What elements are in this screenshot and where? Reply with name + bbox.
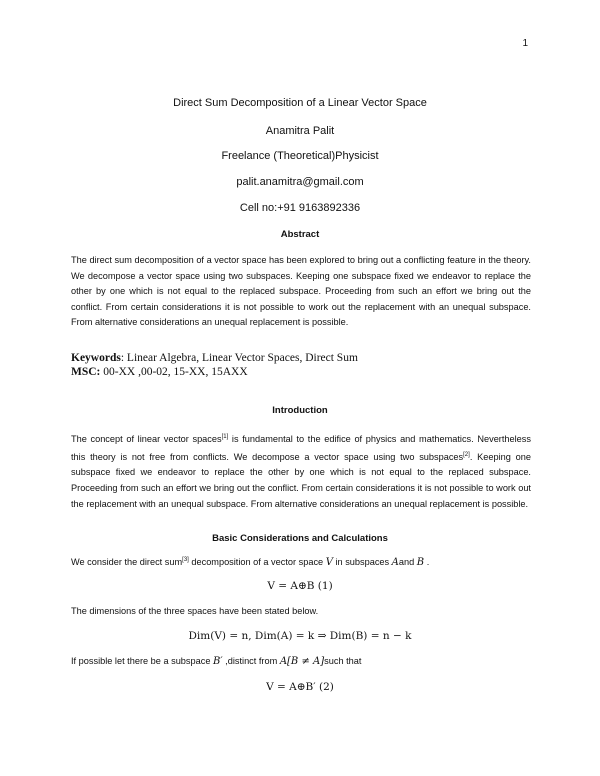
intro-part-2: is fundamental to the edifice of physics and mathematics. Nevertheless this theory is not free from conflicts. We decompose a vector space using two subspaces: [71, 434, 531, 462]
introduction-text: [71, 430, 531, 512]
math-b: B: [416, 557, 425, 569]
msc-text: 00-XX ,00-02, 15-XX, 15AXX: [100, 366, 248, 378]
line3-part-b: ,distinct from: [222, 656, 280, 666]
abstract-heading: Abstract: [280, 229, 320, 240]
math-b-prime: B′: [213, 656, 223, 667]
citation-2: [2]: [463, 451, 470, 458]
text-line-2: The dimensions of the three spaces have been stated below.: [71, 606, 319, 616]
line1-part-b: decomposition of a vector space: [188, 557, 326, 568]
line1-part-d: and: [398, 557, 417, 568]
text-line-1: [71, 557, 429, 568]
author-phone: Cell no:+91 9163892336: [239, 202, 361, 214]
line3-part-c: such that: [324, 656, 362, 666]
author-affiliation: Freelance (Theoretical)Physicist: [221, 150, 379, 162]
keywords-block: [71, 351, 531, 379]
author-name: Anamitra Palit: [265, 125, 335, 137]
equation-dimensions: Dim(V) = n, Dim(A) = k ⇒ Dim(B) = n − k: [188, 630, 412, 642]
paper-title: Direct Sum Decomposition of a Linear Vector Space: [173, 97, 427, 109]
equation-2: V = A⊕B′ (2): [266, 681, 334, 693]
intro-part-3: . Keeping one subspace fixed we endeavor to replace the other by one which is not equal to the replaced subspace. Proceeding from such an effort we bring out the conflict. From certain considerations it is not possible to work out the replacement with an unequal subspace. From alternative considerations an unequal replacement is possible.: [71, 451, 531, 509]
math-a: A: [391, 557, 399, 569]
citation-1: [1]: [221, 434, 229, 440]
introduction-heading: Introduction: [272, 405, 328, 416]
line1-part-c: in subspaces: [332, 557, 392, 568]
math-condition: A[B ≠ A]: [279, 656, 325, 667]
line1-part-a: We consider the direct sum: [71, 557, 183, 568]
keywords-label: Keywords: [71, 352, 121, 364]
keywords-text: : Linear Algebra, Linear Vector Spaces, Direct Sum: [120, 352, 358, 364]
msc-label: MSC:: [71, 366, 101, 378]
line1-part-e: .: [424, 557, 430, 568]
text-line-3: [71, 656, 361, 667]
abstract-text: The direct sum decomposition of a vector space has been explored to bring out a conflicting feature in the theory. We decompose a vector space using two subspaces. Keeping one subspace fixed we endeavor to replace the other by one which is not equal to the replaced subspace. Proceeding from such an effort we bring out the conflict. From certain considerations it is not possible to work out the replacement with an unequal subspace. From alternative considerations an unequal replacement is possible.: [71, 255, 531, 328]
msc-line: [71, 365, 531, 379]
line3-part-a: If possible let there be a subspace: [71, 656, 213, 666]
author-email: palit.anamitra@gmail.com: [236, 176, 364, 188]
keywords-line: [71, 351, 531, 365]
page-number: 1: [522, 38, 528, 49]
citation-3: [3]: [182, 557, 189, 563]
math-v: V: [325, 557, 333, 569]
equation-1: V = A⊕B (1): [267, 580, 333, 592]
intro-part-1: The concept of linear vector spaces: [71, 434, 222, 445]
basic-considerations-heading: Basic Considerations and Calculations: [212, 533, 388, 544]
